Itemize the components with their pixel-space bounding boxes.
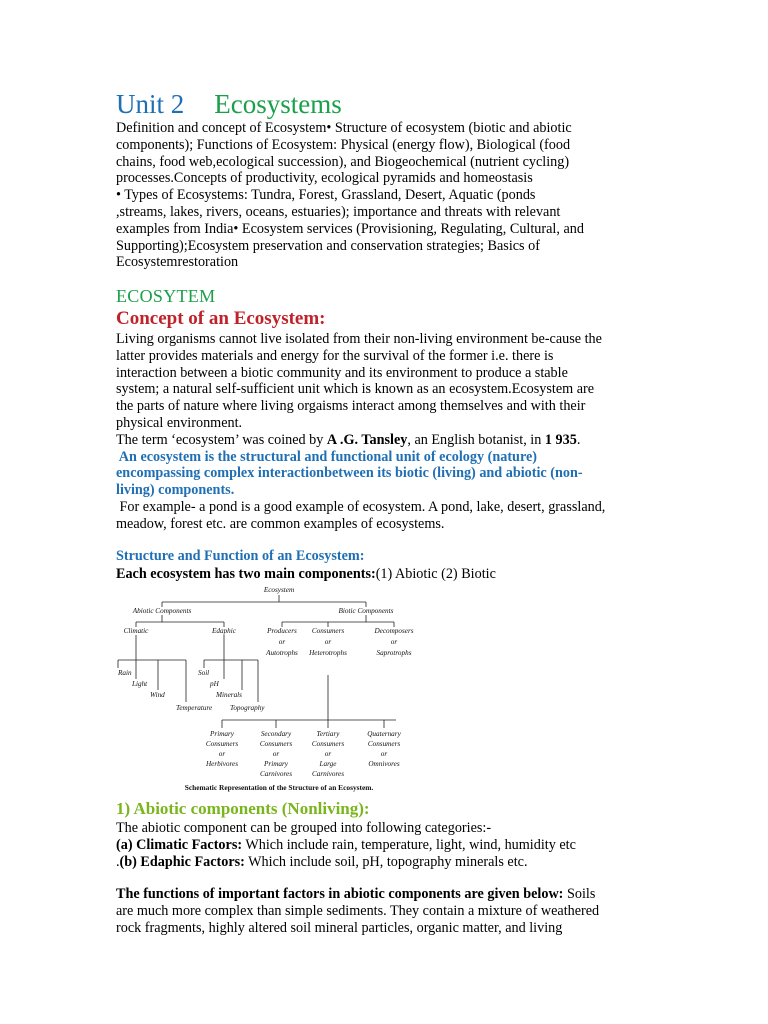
- text-line: Ecosystemrestoration: [116, 254, 239, 271]
- diagram-svg: [114, 582, 414, 796]
- definition-line: encompassing complex interactionbetween its biotic (living) and abiotic (non-: [116, 465, 583, 482]
- ecosystem-structure-diagram: [114, 582, 414, 796]
- functions-bold: The functions of important factors in abiotic components are given below:: [116, 886, 564, 902]
- diagram-or-label: or: [272, 750, 280, 758]
- functions-line: [116, 886, 656, 903]
- diagram-wind-label: Wind: [150, 691, 165, 699]
- text-line: Supporting);Ecosystem preservation and conservation strategies; Basics of: [116, 237, 540, 254]
- diagram-edaphic-label: Edaphic: [212, 627, 236, 635]
- definition-line: An ecosystem is the structural and functional unit of ecology (nature): [116, 448, 538, 465]
- diagram-biotic-label: Biotic Components: [338, 607, 394, 615]
- diagram-primary-label: Primary: [210, 730, 234, 738]
- coined-text: The term ‘ecosystem’ was coined by: [116, 431, 327, 448]
- text-line: rock fragments, highly altered soil mineral particles, organic matter, and living: [116, 919, 563, 936]
- diagram-topography-label: Topography: [230, 704, 265, 712]
- diagram-rain-label: Rain: [118, 669, 132, 677]
- edaphic-prefix: .: [116, 853, 120, 870]
- text-line: • Types of Ecosystems: Tundra, Forest, Grassland, Desert, Aquatic (ponds: [116, 187, 536, 204]
- text-line: The abiotic component can be grouped into following categories:-: [116, 820, 492, 836]
- diagram-labels: [117, 586, 414, 792]
- section-heading-ecosytem: ECOSYTEM: [116, 286, 216, 306]
- diagram-ph-label: pH: [210, 680, 219, 688]
- diagram-consumers-word: Consumers: [311, 740, 345, 748]
- text-line: For example- a pond is a good example of ecosystem. A pond, lake, desert, grassland,: [116, 498, 606, 515]
- text-line: Definition and concept of Ecosystem• Structure of ecosystem (biotic and abiotic: [116, 120, 572, 136]
- climatic-factors-text: Which include rain, temperature, light, wind, humidity etc: [242, 836, 576, 853]
- text-line: chains, food web,ecological succession), and Biogeochemical (nutrient cycling): [116, 153, 570, 170]
- text-line: examples from India• Ecosystem services (Provisioning, Regulating, Cultural, and: [116, 220, 584, 237]
- concept-paragraph: [116, 331, 656, 533]
- text-line: components); Functions of Ecosystem: Physical (energy flow), Biological (food: [116, 136, 571, 153]
- climatic-factors-line: [116, 837, 656, 854]
- diagram-quaternary-label: Quaternary: [367, 730, 401, 738]
- edaphic-factors-label: (b) Edaphic Factors:: [119, 853, 245, 870]
- coined-line: [116, 432, 656, 449]
- tansley-name: A .G. Tansley: [326, 431, 408, 448]
- text-line: ,streams, lakes, rivers, oceans, estuaries); importance and threats with relevant: [116, 203, 561, 220]
- diagram-climatic-label: Climatic: [123, 627, 149, 635]
- diagram-temperature-label: Temperature: [176, 704, 213, 712]
- diagram-carnivores-label: Carnivores: [259, 770, 293, 778]
- diagram-decomposers-label: Decomposers: [374, 627, 414, 635]
- text-line: are much more complex than simple sediments. They contain a mixture of weathered: [116, 902, 600, 919]
- diagram-carnivores-label: Carnivores: [311, 770, 345, 778]
- components-rest: (1) Abiotic (2) Biotic: [375, 566, 496, 582]
- diagram-abiotic-label: Abiotic Components: [132, 607, 192, 615]
- components-line: [116, 566, 656, 583]
- edaphic-factors-text: Which include soil, pH, topography minerals etc.: [244, 853, 528, 870]
- text-line: the parts of nature where living orgaisms interact among themselves and with their: [116, 398, 586, 415]
- diagram-heterotrophs-label: Heterotrophs: [309, 649, 347, 657]
- diagram-or-label: or: [380, 750, 388, 758]
- diagram-caption: Schematic Representation of the Structure of an Ecosystem.: [184, 783, 374, 792]
- diagram-consumers-word: Consumers: [367, 740, 401, 748]
- coined-year: 1 935: [544, 431, 577, 448]
- diagram-root-label: Ecosystem: [263, 586, 295, 594]
- definition-line: living) components.: [116, 482, 235, 499]
- abiotic-paragraph: [116, 820, 656, 870]
- unit-number: Unit 2: [116, 89, 185, 119]
- diagram-herbivores-label: Herbivores: [205, 760, 239, 768]
- diagram-or-label: or: [218, 750, 226, 758]
- concept-heading: Concept of an Ecosystem:: [116, 308, 326, 329]
- diagram-tertiary-label: Tertiary: [316, 730, 340, 738]
- diagram-saprotrophs-label: Saprotrophs: [376, 649, 412, 657]
- diagram-consumers-word: Consumers: [259, 740, 293, 748]
- functions-paragraph: [116, 886, 656, 936]
- diagram-secondary-label: Secondary: [260, 730, 292, 738]
- components-bold: Each ecosystem has two main components:: [116, 566, 376, 582]
- text-line: Living organisms cannot live isolated from their non-living environment be-cause the: [116, 331, 602, 347]
- diagram-or-label: or: [390, 638, 398, 646]
- text-line: system; a natural self-sufficient unit which is known as an ecosystem.Ecosystem are: [116, 381, 595, 398]
- diagram-large-label: Large: [319, 760, 337, 768]
- diagram-or-label: or: [324, 638, 332, 646]
- text-line: meadow, forest etc. are common examples of ecosystems.: [116, 515, 445, 532]
- text-line: latter provides materials and energy for the survival of the former i.e. there is: [116, 347, 554, 364]
- unit-title: [116, 86, 342, 122]
- syllabus-paragraph: [116, 120, 656, 271]
- functions-rest: Soils: [563, 886, 596, 902]
- structure-heading: Structure and Function of an Ecosystem:: [116, 548, 365, 564]
- diagram-autotrophs-label: Autotrophs: [266, 649, 298, 657]
- coined-text: .: [576, 431, 581, 448]
- text-line: physical environment.: [116, 414, 243, 431]
- diagram-producers-label: Producers: [267, 627, 297, 635]
- text-line: processes.Concepts of productivity, ecological pyramids and homeostasis: [116, 170, 533, 187]
- diagram-or-label: or: [278, 638, 286, 646]
- diagram-minerals-label: Minerals: [216, 691, 242, 699]
- edaphic-factors-line: [116, 854, 656, 871]
- text-line: interaction between a biotic community and its environment to produce a stable: [116, 364, 568, 381]
- diagram-omnivores-label: Omnivores: [368, 760, 400, 768]
- abiotic-heading: 1) Abiotic components (Nonliving):: [116, 799, 370, 818]
- unit-name: Ecosystems: [214, 89, 342, 119]
- coined-text: , an English botanist, in: [407, 431, 545, 448]
- diagram-consumers-word: Consumers: [205, 740, 239, 748]
- diagram-light-label: Light: [132, 680, 148, 688]
- diagram-or-label: or: [324, 750, 332, 758]
- climatic-factors-label: (a) Climatic Factors:: [116, 836, 243, 853]
- diagram-primary-carnivores-1: Primary: [264, 760, 288, 768]
- diagram-consumers-label: Consumers: [311, 627, 345, 635]
- diagram-soil-label: Soil: [198, 669, 210, 677]
